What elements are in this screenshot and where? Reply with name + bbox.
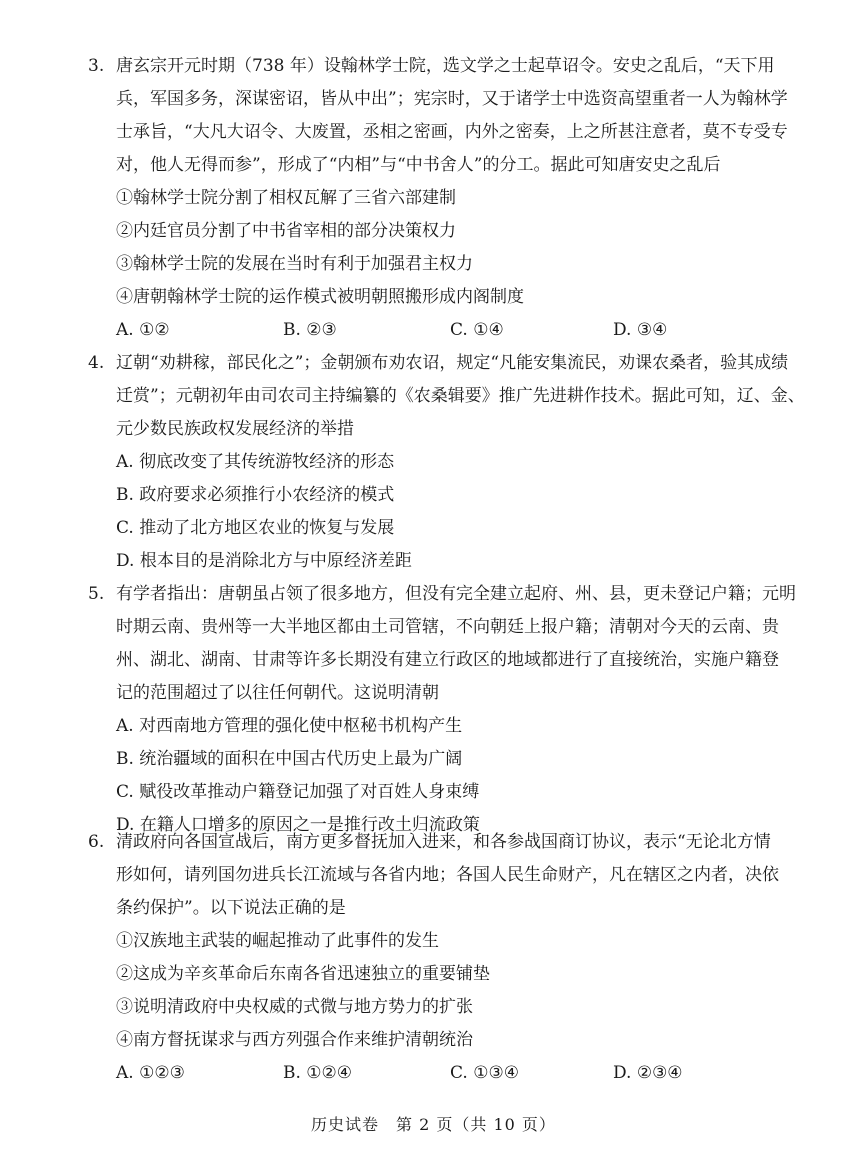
statement-item: ③翰林学士院的发展在当时有利于加强君主权力 bbox=[116, 254, 473, 274]
option-a[interactable]: A. 对西南地方管理的强化使中枢秘书机构产生 bbox=[116, 716, 463, 736]
question-number: 5. bbox=[88, 584, 105, 604]
answer-options bbox=[88, 1057, 788, 1090]
statement-item: ①翰林学士院分割了相权瓦解了三省六部建制 bbox=[116, 188, 456, 208]
option-c[interactable]: C. ①④ bbox=[450, 320, 504, 340]
answer-options bbox=[88, 314, 788, 347]
option-c[interactable]: C. 赋役改革推动户籍登记加强了对百姓人身束缚 bbox=[116, 782, 480, 802]
option-d[interactable]: D. ②③④ bbox=[613, 1063, 683, 1083]
question-5 bbox=[88, 578, 796, 842]
question-stem-line: 形如何，请列国勿进兵长江流域与各省内地；各国人民生命财产，凡在辖区之内者，决依 bbox=[116, 865, 779, 885]
option-d[interactable]: D. 在籍人口增多的原因之一是推行改土归流政策 bbox=[116, 815, 480, 835]
question-stem-line: 3. 唐玄宗开元时期（738 年）设翰林学士院，选文学之士起草诏令。安史之乱后，“天下用 bbox=[88, 50, 788, 83]
option-a[interactable]: A. ①② bbox=[116, 320, 170, 340]
question-stem-line: 条约保护”。以下说法正确的是 bbox=[116, 898, 346, 918]
question-number: 4. bbox=[88, 353, 105, 373]
option-a[interactable]: A. 彻底改变了其传统游牧经济的形态 bbox=[116, 452, 395, 472]
question-stem-line: 州、湖北、湖南、甘肃等许多长期没有建立行政区的地域都进行了直接统治，实施户籍登 bbox=[116, 650, 779, 670]
question-stem-line: 6. 清政府向各国宣战后，南方更多督抚加入进来，和各参战国商订协议，表示“无论北方情 bbox=[88, 826, 788, 859]
question-stem-line: 迁赏”；元朝初年由司农司主持编纂的《农桑辑要》推广先进耕作技术。据此可知，辽、金、 bbox=[116, 386, 805, 406]
question-stem-line: 元少数民族政权发展经济的举措 bbox=[116, 419, 354, 439]
question-stem-line: 5. 有学者指出：唐朝虽占领了很多地方，但没有完全建立起府、州、县，更未登记户籍；元明 bbox=[88, 578, 788, 611]
question-number: 3. bbox=[88, 56, 105, 76]
question-6 bbox=[88, 826, 788, 1090]
statement-item: ④南方督抚谋求与西方列强合作来维护清朝统治 bbox=[116, 1030, 473, 1050]
option-a[interactable]: A. ①②③ bbox=[116, 1063, 185, 1083]
question-4 bbox=[88, 347, 805, 578]
question-stem-line: 4. 辽朝“劝耕稼，部民化之”；金朝颁布劝农诏，规定“凡能安集流民，劝课农桑者，验其成绩 bbox=[88, 347, 788, 380]
question-stem-line: 士承旨，“大凡大诏令、大废置，丞相之密画，内外之密奏，上之所甚注意者，莫不专受专 bbox=[116, 122, 788, 142]
question-stem-line: 兵，军国多务，深谋密诏，皆从中出”；宪宗时，又于诸学士中选资高望重者一人为翰林学 bbox=[116, 89, 788, 109]
statement-item: ①汉族地主武装的崛起推动了此事件的发生 bbox=[116, 931, 439, 951]
option-c[interactable]: C. 推动了北方地区农业的恢复与发展 bbox=[116, 518, 395, 538]
option-b[interactable]: B. ①②④ bbox=[283, 1063, 353, 1083]
option-b[interactable]: B. 政府要求必须推行小农经济的模式 bbox=[116, 485, 395, 505]
option-d[interactable]: D. 根本目的是消除北方与中原经济差距 bbox=[116, 551, 412, 571]
question-number: 6. bbox=[88, 832, 105, 852]
option-b[interactable]: B. 统治疆域的面积在中国古代历史上最为广阔 bbox=[116, 749, 463, 769]
question-stem-line: 时期云南、贵州等一大半地区都由土司管辖，不向朝廷上报户籍；清朝对今天的云南、贵 bbox=[116, 617, 779, 637]
question-3 bbox=[88, 50, 788, 347]
option-c[interactable]: C. ①③④ bbox=[450, 1063, 519, 1083]
statement-item: ③说明清政府中央权威的式微与地方势力的扩张 bbox=[116, 997, 473, 1017]
page-footer: 历史试卷 第 2 页（共 10 页） bbox=[311, 1115, 556, 1134]
statement-item: ④唐朝翰林学士院的运作模式被明朝照搬形成内阁制度 bbox=[116, 287, 524, 307]
question-stem-line: 记的范围超过了以往任何朝代。这说明清朝 bbox=[116, 683, 439, 703]
option-b[interactable]: B. ②③ bbox=[283, 320, 337, 340]
question-stem-line: 对，他人无得而参”，形成了“内相”与“中书舍人”的分工。据此可知唐安史之乱后 bbox=[116, 155, 721, 175]
option-d[interactable]: D. ③④ bbox=[613, 320, 668, 340]
statement-item: ②内廷官员分割了中书省宰相的部分决策权力 bbox=[116, 221, 456, 241]
statement-item: ②这成为辛亥革命后东南各省迅速独立的重要铺垫 bbox=[116, 964, 490, 984]
